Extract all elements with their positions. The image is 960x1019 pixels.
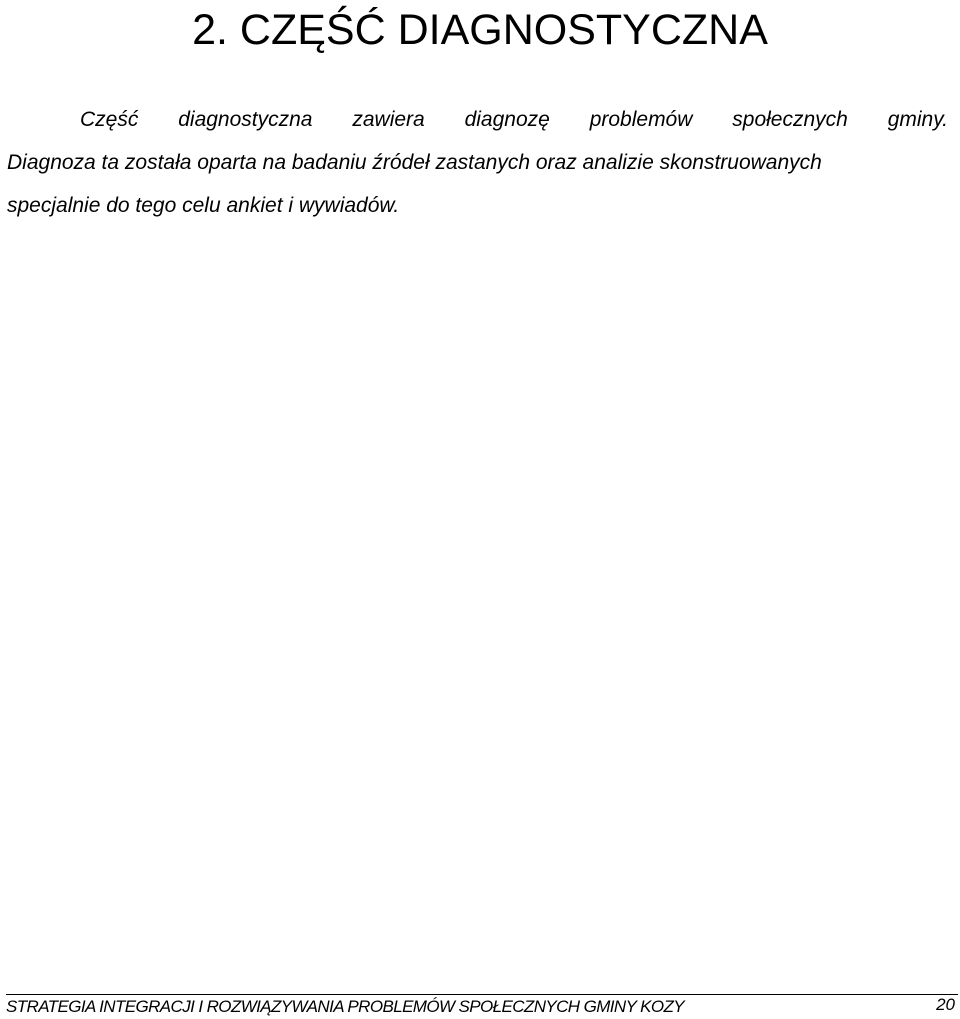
intro-word: społecznych xyxy=(732,108,848,131)
intro-paragraph-line-1 xyxy=(80,98,948,141)
intro-paragraph-line-3: specjalnie do tego celu ankiet i wywiadów. xyxy=(7,194,400,217)
footer-title: STRATEGIA INTEGRACJI I ROZWIĄZYWANIA PROBLEMÓW SPOŁECZNYCH GMINY KOZY xyxy=(6,997,685,1016)
footer-divider xyxy=(6,994,958,995)
intro-word: diagnostyczna xyxy=(178,108,313,131)
intro-word: problemów xyxy=(589,108,693,131)
intro-word: zawiera xyxy=(352,108,425,131)
intro-word: gminy. xyxy=(887,108,948,131)
intro-word: diagnozę xyxy=(464,108,550,131)
intro-paragraph-line-2: Diagnoza ta została oparta na badaniu źródeł zastanych oraz analizie skonstruowanych xyxy=(7,151,822,174)
page-number: 20 xyxy=(936,995,955,1014)
intro-word: Część xyxy=(80,108,139,131)
page-title: 2. CZĘŚĆ DIAGNOSTYCZNA xyxy=(192,6,768,54)
